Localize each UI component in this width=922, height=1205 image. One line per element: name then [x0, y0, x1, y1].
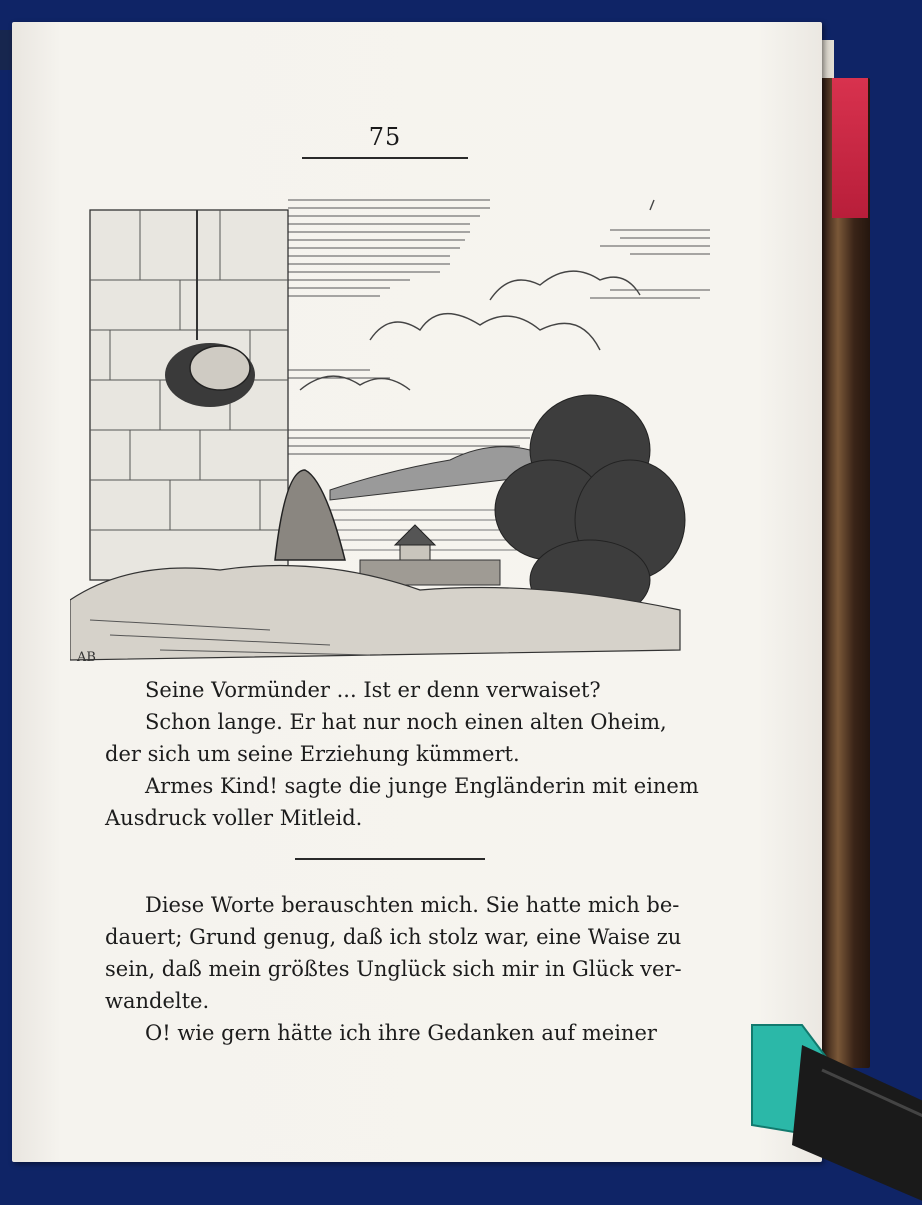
text-line: Schon lange. Er hat nur noch einen alten Oheim,: [145, 710, 667, 734]
landscape-engraving-icon: [70, 190, 720, 670]
page-number-rule: [302, 157, 468, 159]
text-line: wandelte.: [105, 989, 210, 1013]
binder-clip-icon: [732, 1015, 922, 1205]
text-line: der sich um seine Erziehung kümmert.: [105, 742, 520, 766]
artist-monogram: AB: [77, 650, 96, 665]
text-line: Armes Kind! sagte die junge Engländerin mit einem: [145, 774, 699, 798]
text-line: O! wie gern hätte ich ihre Gedanken auf meiner: [145, 1021, 657, 1045]
text-line: sein, daß mein größtes Unglück sich mir in Glück ver-: [105, 957, 682, 981]
section-separator: [295, 858, 485, 860]
text-line: dauert; Grund genug, daß ich stolz war, eine Waise zu: [105, 925, 682, 949]
red-cover-spine: [832, 78, 868, 218]
text-line: Seine Vormünder ... Ist er denn verwaiset?: [145, 678, 601, 702]
text-line: Diese Worte berauschten mich. Sie hatte mich be-: [145, 893, 680, 917]
text-line: Ausdruck voller Mitleid.: [105, 806, 363, 830]
page-number: 75: [368, 123, 402, 151]
